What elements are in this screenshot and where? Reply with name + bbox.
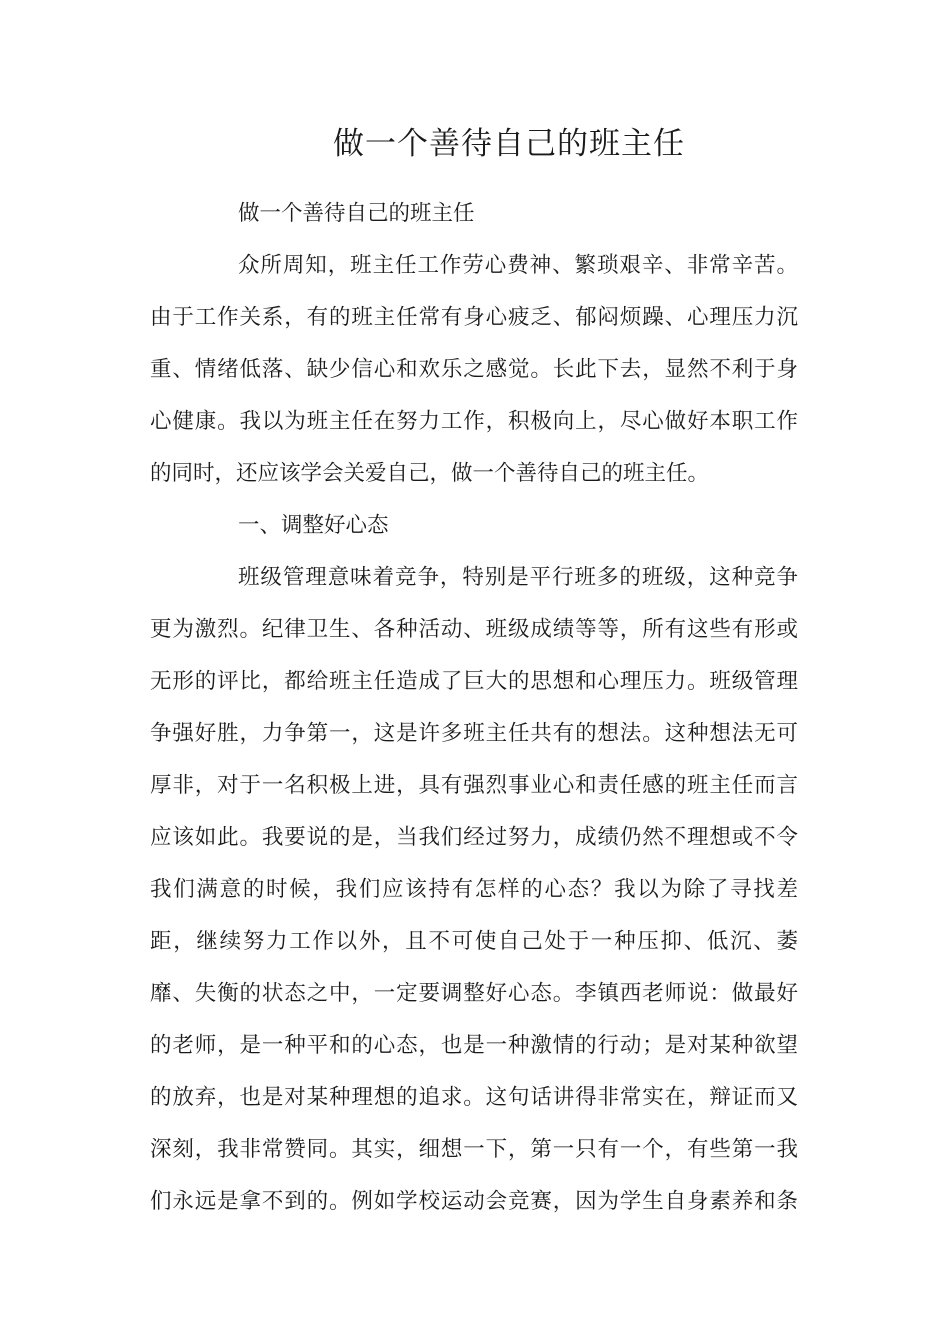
paragraph-line: 重、情绪低落、缺少信心和欢乐之感觉。长此下去，显然不利于身 <box>150 357 798 382</box>
paragraph-line: 距，继续努力工作以外，且不可使自己处于一种压抑、低沉、萎 <box>150 929 798 954</box>
paragraph-line: 我们满意的时候，我们应该持有怎样的心态？我以为除了寻找差 <box>150 877 798 902</box>
paragraph-line: 由于工作关系，有的班主任常有身心疲乏、郁闷烦躁、心理压力沉 <box>150 305 798 330</box>
paragraph-line: 们永远是拿不到的。例如学校运动会竞赛，因为学生自身素养和条 <box>150 1189 798 1214</box>
paragraph-line: 众所周知，班主任工作劳心费神、繁琐艰辛、非常辛苦。 <box>238 253 798 278</box>
paragraph-line: 厚非，对于一名积极上进，具有强烈事业心和责任感的班主任而言 <box>150 773 798 798</box>
paragraph-line: 做一个善待自己的班主任 <box>238 201 475 226</box>
paragraph-line: 无形的评比，都给班主任造成了巨大的思想和心理压力。班级管理 <box>150 669 798 694</box>
paragraph-line: 靡、失衡的状态之中，一定要调整好心态。李镇西老师说：做最好 <box>150 981 798 1006</box>
paragraph-line: 争强好胜，力争第一，这是许多班主任共有的想法。这种想法无可 <box>150 721 798 746</box>
paragraph-line: 深刻，我非常赞同。其实，细想一下，第一只有一个，有些第一我 <box>150 1137 798 1162</box>
document-body <box>150 196 798 1236</box>
paragraph-line: 的放弃，也是对某种理想的追求。这句话讲得非常实在，辩证而又 <box>150 1085 798 1110</box>
paragraph-line: 更为激烈。纪律卫生、各种活动、班级成绩等等，所有这些有形或 <box>150 617 798 642</box>
paragraph-line: 的老师，是一种平和的心态，也是一种激情的行动；是对某种欲望 <box>150 1033 798 1058</box>
paragraph-line: 的同时，还应该学会关爱自己，做一个善待自己的班主任。 <box>150 461 710 486</box>
section-heading: 一、调整好心态 <box>238 513 389 538</box>
document-title: 做一个善待自己的班主任 <box>333 126 685 162</box>
paragraph-line: 应该如此。我要说的是，当我们经过努力，成绩仍然不理想或不令 <box>150 825 798 850</box>
paragraph-line: 心健康。我以为班主任在努力工作，积极向上，尽心做好本职工作 <box>150 409 798 434</box>
paragraph-line: 班级管理意味着竞争，特别是平行班多的班级，这种竞争 <box>238 565 798 590</box>
